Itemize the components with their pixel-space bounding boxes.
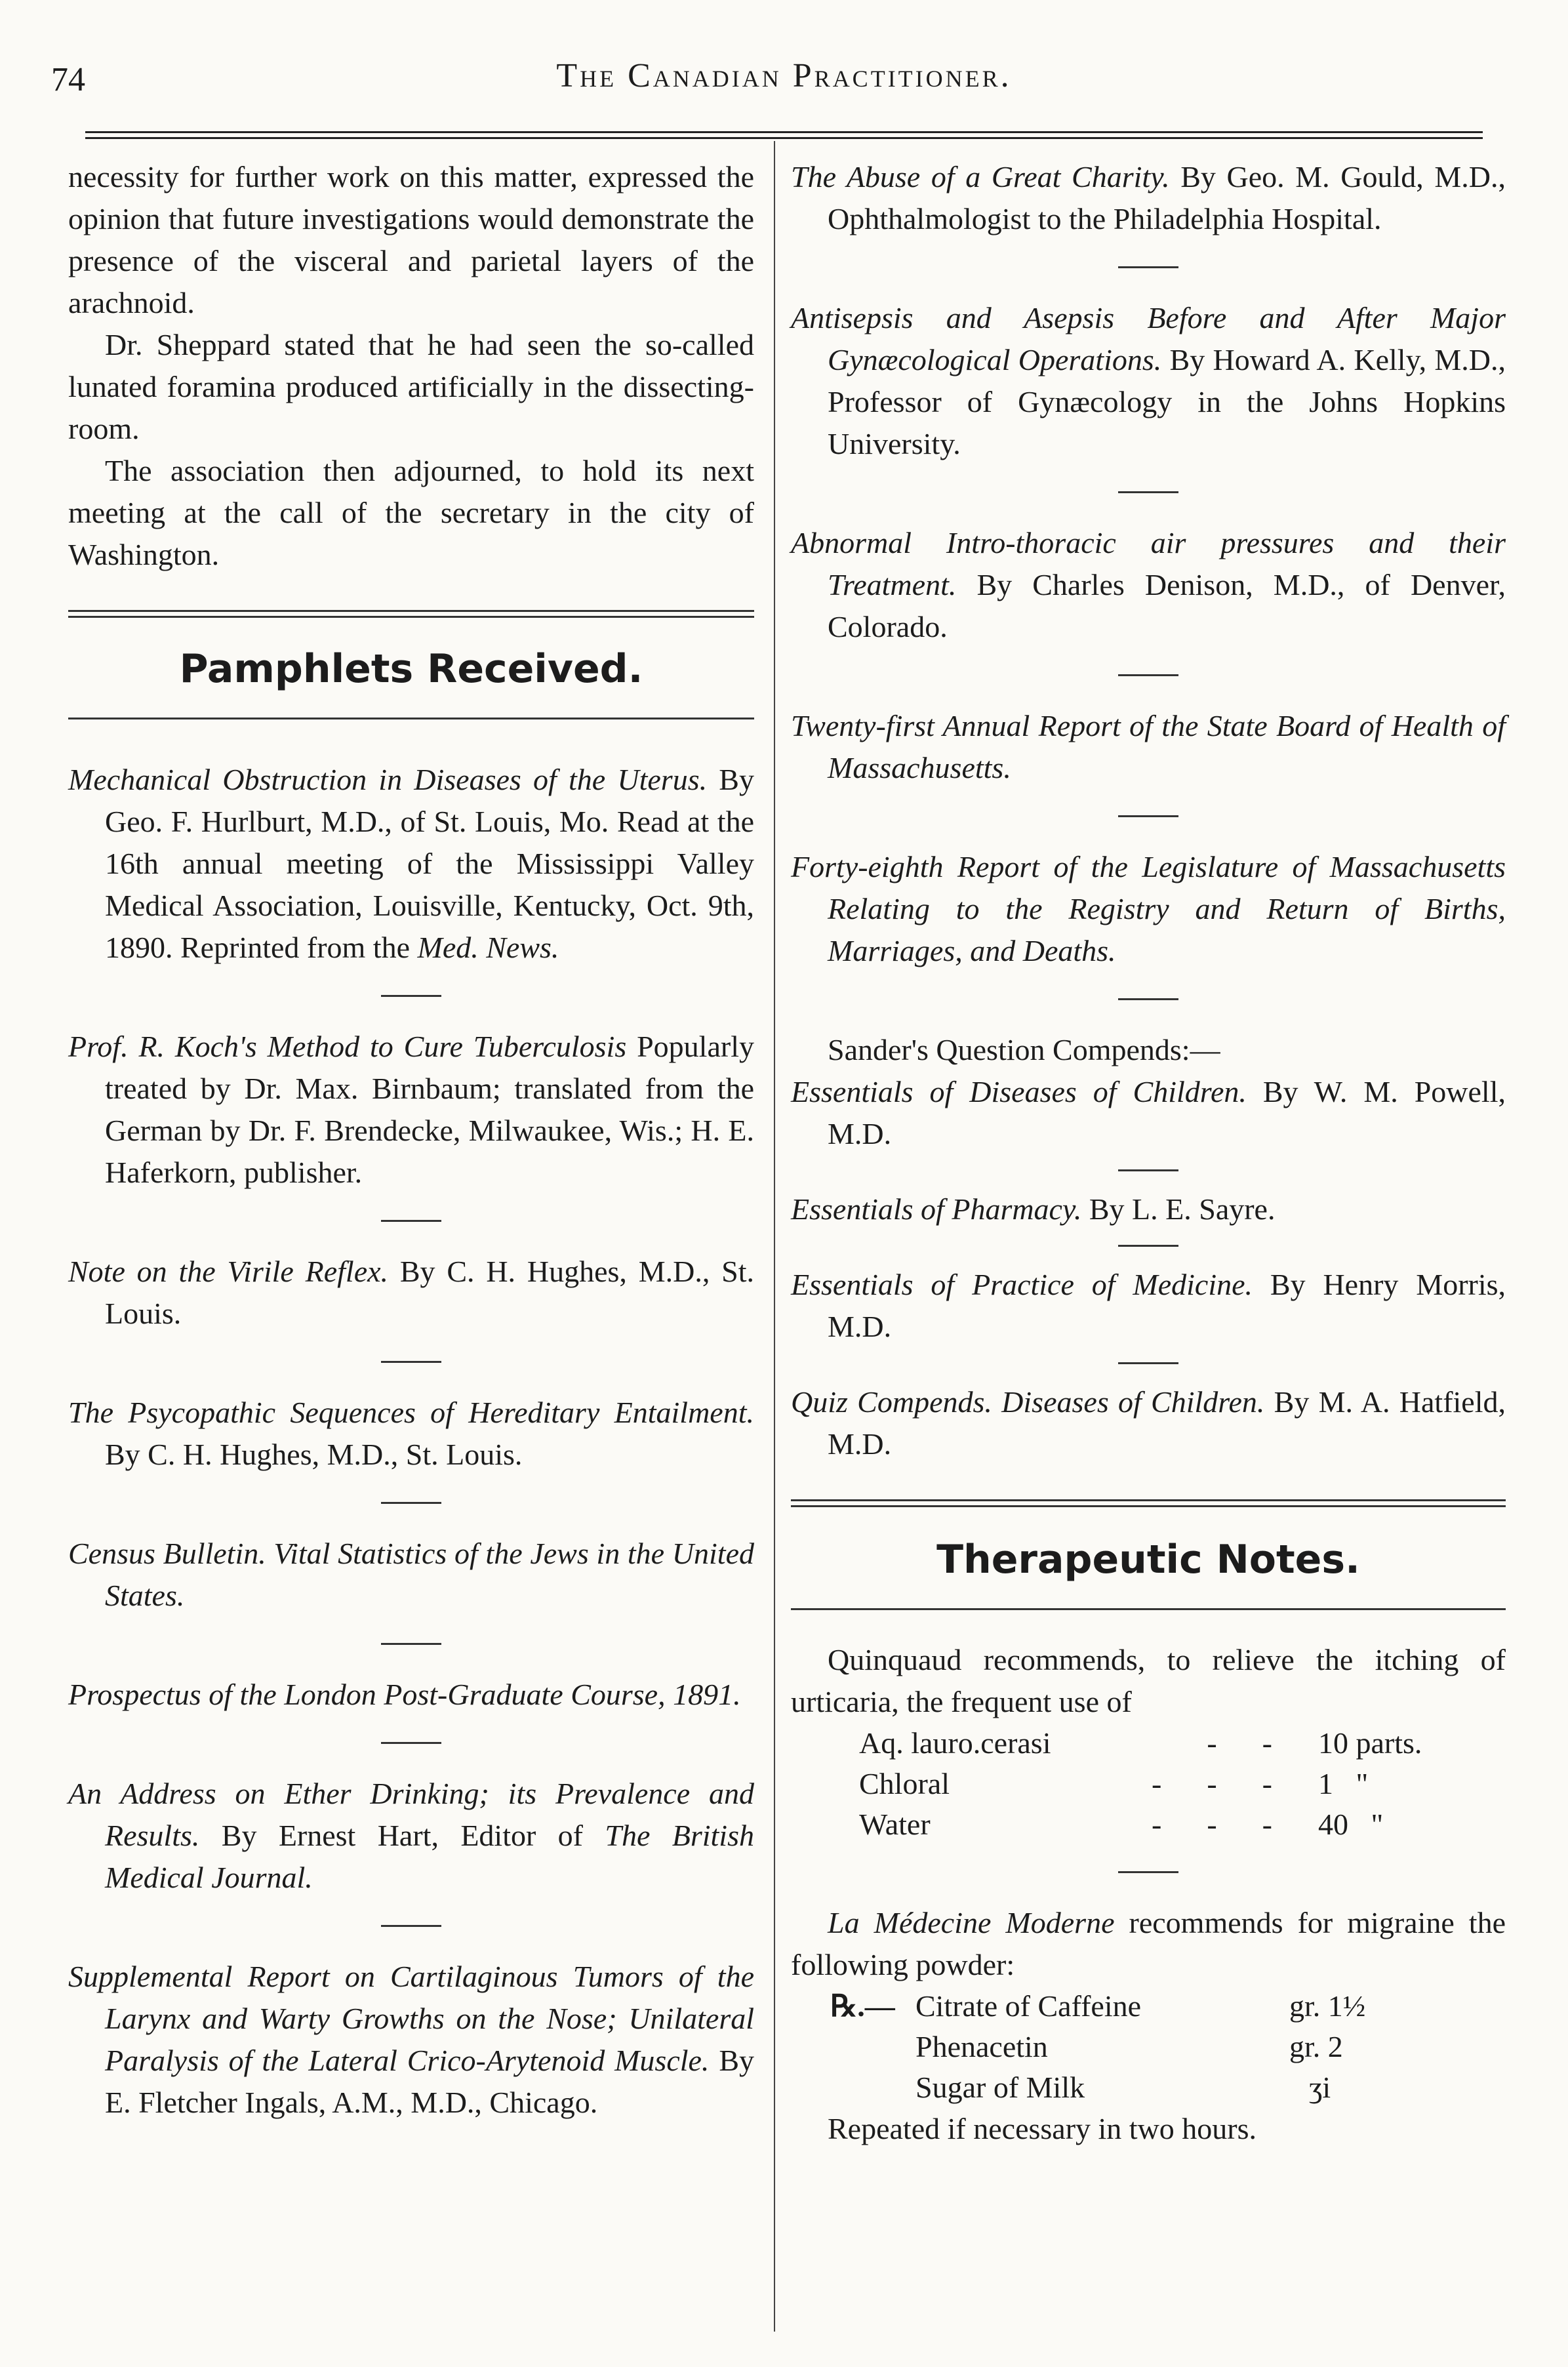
- amount: ʒi: [1309, 2071, 1331, 2104]
- separator-rule: [1118, 815, 1178, 817]
- compend-entry: [791, 1188, 1506, 1230]
- pamphlet-details: By C. H. Hughes, M.D., St. Louis.: [105, 1255, 754, 1330]
- pamphlet-entry: [791, 846, 1506, 972]
- compend-entry: [791, 1071, 1506, 1155]
- separator-rule: [381, 995, 441, 997]
- prescription-row: [830, 2027, 1447, 2067]
- prescription-row: [859, 1723, 1436, 1764]
- pamphlet-title: Prospectus of the London Post-Graduate Course, 1891.: [68, 1678, 741, 1711]
- therapeutic-note: Quinquaud recommends, to relieve the itching of urticaria, the frequent use of: [791, 1643, 1506, 1718]
- compends-heading: Sander's Question Compends:—: [828, 1033, 1220, 1066]
- recipe-symbol: ℞.—: [830, 1989, 895, 2023]
- pamphlet-details: By Ernest Hart, Editor of: [199, 1819, 605, 1852]
- pamphlet-entry: [68, 1674, 754, 1716]
- separator-rule: [381, 1742, 441, 1744]
- pamphlet-title: The Psycopathic Sequences of Hereditary Entailment.: [68, 1396, 754, 1429]
- note-text: recommends for migraine the following powder:: [791, 1906, 1506, 1981]
- pamphlet-entry: [68, 1773, 754, 1899]
- section-rule: [68, 610, 754, 618]
- compend-title: Quiz Compends. Diseases of Children.: [791, 1385, 1265, 1419]
- pamphlet-title: Antisepsis and Asepsis Before and After Major Gynæcological Operations.: [791, 301, 1506, 376]
- pamphlet-title: Supplemental Report on Cartilaginous Tumors of the Larynx and Warty Growths on the Nose; Unilateral Paralysis of the Lateral Crico-Arytenoid Muscle.: [68, 1960, 754, 2077]
- separator-rule: [1118, 491, 1178, 493]
- pamphlet-title: Abnormal Intro-thoracic air pressures and their Treatment.: [791, 526, 1506, 601]
- separator-rule: [1118, 1362, 1178, 1364]
- separator-rule: [1118, 1169, 1178, 1171]
- pamphlet-details: By C. H. Hughes, M.D., St. Louis.: [105, 1438, 523, 1471]
- section-title: Pamphlets Received.: [179, 646, 643, 692]
- running-title: The Canadian Practitioner.: [556, 57, 1012, 94]
- pamphlet-details: By E. Fletcher Ingals, A.M., M.D., Chicago.: [105, 2044, 754, 2119]
- pamphlet-title: Forty-eighth Report of the Legislature of Massachusetts Relating to the Registry and Return of Births, Marriages, and Deaths.: [791, 850, 1506, 967]
- compend-title: Essentials of Pharmacy.: [791, 1192, 1082, 1226]
- compend-details: By W. M. Powell, M.D.: [828, 1075, 1506, 1150]
- column-divider: [774, 141, 775, 2332]
- ingredient: Water: [859, 1808, 931, 1841]
- leader-dashes: - - -: [1152, 1767, 1272, 1800]
- separator-rule: [381, 1220, 441, 1222]
- prescription-row: [830, 2067, 1447, 2108]
- pamphlet-entry: [68, 1026, 754, 1194]
- pamphlet-details: Popularly treated by Dr. Max. Birnbaum; translated from the German by Dr. F. Brendecke, Milwaukee, Wis.; H. E. Haferkorn, publisher.: [105, 1030, 754, 1189]
- separator-rule: [381, 1502, 441, 1504]
- prescription-row: [830, 1986, 1447, 2027]
- ingredient: Chloral: [859, 1767, 950, 1800]
- pamphlet-details: By Geo. F. Hurlburt, M.D., of St. Louis, Mo. Read at the 16th annual meeting of the Mississippi Valley Medical Association, Louisville, Kentucky, Oct. 9th, 1890. Reprinted from the: [105, 763, 754, 964]
- pamphlet-title: Prof. R. Koch's Method to Cure Tuberculosis: [68, 1030, 627, 1063]
- separator-rule: [381, 1361, 441, 1363]
- pamphlet-entry: [68, 1956, 754, 2124]
- prescription-row: [859, 1764, 1436, 1804]
- amount: 10 parts.: [1318, 1726, 1422, 1760]
- separator-rule: [381, 1925, 441, 1927]
- leader-dashes: - - -: [1152, 1808, 1272, 1841]
- section-rule: [68, 718, 754, 719]
- pamphlet-source: The British Medical Journal.: [105, 1819, 754, 1894]
- pamphlet-entry: [68, 759, 754, 969]
- pamphlet-entry: [791, 522, 1506, 648]
- prescription-table: [830, 1986, 1447, 2108]
- pamphlet-entry: [791, 156, 1506, 240]
- section-rule: [791, 1499, 1506, 1507]
- section-rule: [791, 1608, 1506, 1610]
- compend-title: Essentials of Diseases of Children.: [791, 1075, 1247, 1108]
- pamphlet-source: Med. News.: [417, 931, 559, 964]
- pamphlet-title: Twenty-first Annual Report of the State Board of Health of Massachusetts.: [791, 709, 1506, 784]
- compend-entry: [791, 1264, 1506, 1348]
- separator-rule: [1118, 1245, 1178, 1247]
- amount: 40 ": [1318, 1808, 1384, 1841]
- ingredient: Aq. lauro.cerasi: [859, 1726, 1051, 1760]
- amount: 1 ": [1318, 1767, 1369, 1800]
- compend-details: By Henry Morris, M.D.: [828, 1268, 1506, 1343]
- pamphlet-title: Census Bulletin. Vital Statistics of the Jews in the United States.: [68, 1537, 754, 1612]
- paragraph: Dr. Sheppard stated that he had seen the so-called lunated foramina produced artificially in the dissecting-room.: [68, 328, 754, 445]
- pamphlet-details: By Howard A. Kelly, M.D., Professor of Gynæcology in the Johns Hopkins University.: [828, 343, 1506, 460]
- leader-dashes: - -: [1207, 1726, 1272, 1760]
- left-column: [68, 156, 754, 2124]
- separator-rule: [1118, 1871, 1178, 1873]
- paragraph: necessity for further work on this matter, expressed the opinion that future investigations would demonstrate the presence of the visceral and parietal layers of the arachnoid.: [68, 160, 754, 319]
- pamphlet-title: The Abuse of a Great Charity.: [791, 160, 1170, 193]
- pamphlet-entry: [68, 1533, 754, 1617]
- pamphlet-title: Note on the Virile Reflex.: [68, 1255, 389, 1288]
- pamphlet-entry: [791, 705, 1506, 789]
- header-rule: [85, 137, 1483, 139]
- note-closing: Repeated if necessary in two hours.: [828, 2112, 1257, 2145]
- pamphlet-details: By Geo. M. Gould, M.D., Ophthalmologist to the Philadelphia Hospital.: [828, 160, 1506, 235]
- separator-rule: [381, 1643, 441, 1645]
- compend-entry: [791, 1381, 1506, 1465]
- compend-details: By M. A. Hatfield, M.D.: [828, 1385, 1506, 1461]
- ingredient: Sugar of Milk: [915, 2071, 1085, 2104]
- separator-rule: [1118, 674, 1178, 676]
- amount: gr. 1½: [1289, 1989, 1366, 2023]
- separator-rule: [1118, 266, 1178, 268]
- ingredient: Phenacetin: [915, 2030, 1048, 2063]
- ingredient: Citrate of Caffeine: [915, 1989, 1142, 2023]
- prescription-row: [859, 1804, 1436, 1845]
- separator-rule: [1118, 998, 1178, 1000]
- therapeutic-note: [791, 1902, 1506, 1986]
- compend-title: Essentials of Practice of Medicine.: [791, 1268, 1253, 1301]
- pamphlet-entry: [68, 1251, 754, 1335]
- pamphlet-title: An Address on Ether Drinking; its Prevalence and Results.: [68, 1777, 754, 1852]
- section-title: Therapeutic Notes.: [936, 1537, 1360, 1583]
- pamphlet-title: Mechanical Obstruction in Diseases of the Uterus.: [68, 763, 708, 796]
- pamphlet-details: By Charles Denison, M.D., of Denver, Colorado.: [828, 568, 1506, 643]
- journal-name: La Médecine Moderne: [828, 1906, 1115, 1939]
- amount: gr. 2: [1289, 2030, 1343, 2063]
- pamphlet-entry: [68, 1392, 754, 1476]
- compend-details: By L. E. Sayre.: [1081, 1192, 1276, 1226]
- right-column: [791, 156, 1506, 2150]
- header-rule: [85, 131, 1483, 133]
- paragraph: The association then adjourned, to hold its next meeting at the call of the secretary in the city of Washington.: [68, 454, 754, 571]
- pamphlet-entry: [791, 297, 1506, 465]
- prescription-table: [859, 1723, 1436, 1845]
- page-number: 74: [51, 61, 85, 98]
